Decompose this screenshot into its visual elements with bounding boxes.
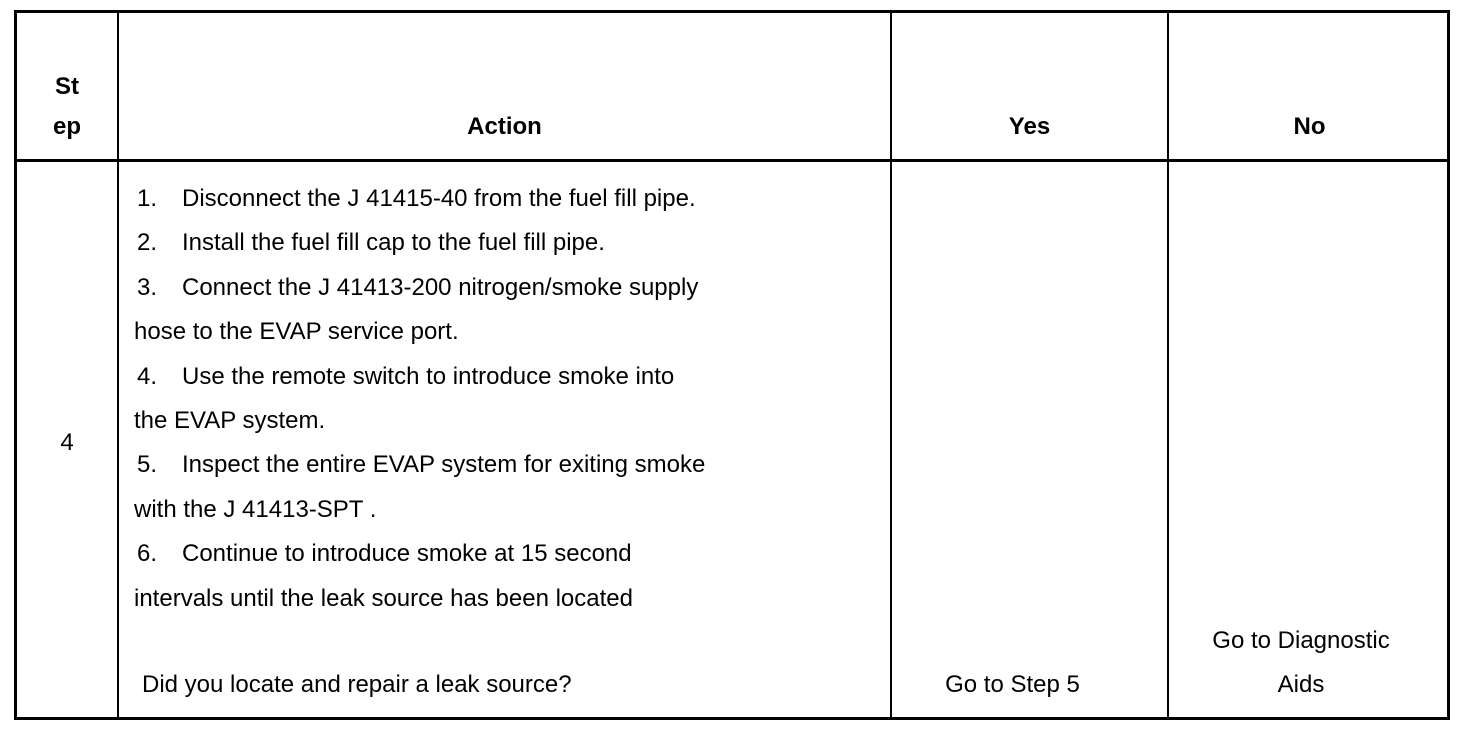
action-step-text: Disconnect the J 41415-40 from the fuel fill pipe. xyxy=(182,185,696,212)
action-step-number: 4. xyxy=(137,362,158,390)
header-action: Action xyxy=(467,113,542,140)
no-result-line1: Go to Diagnostic xyxy=(1212,627,1390,654)
yes-result: Go to Step 5 xyxy=(945,671,1080,698)
action-step-line xyxy=(134,577,705,621)
action-step-line xyxy=(134,532,705,576)
header-step-line2: ep xyxy=(52,113,81,140)
header-yes: Yes xyxy=(1008,113,1051,140)
action-step-text: the EVAP system. xyxy=(134,407,326,435)
action-step-number: 1. xyxy=(137,185,158,212)
action-step-text: Inspect the entire EVAP system for exiting smoke xyxy=(182,451,706,479)
action-step-number: 6. xyxy=(137,540,158,568)
action-step-line xyxy=(134,177,705,221)
action-step-line xyxy=(134,443,705,487)
action-step-text: hose to the EVAP service port. xyxy=(134,318,459,346)
header-step-line1: St xyxy=(55,73,79,100)
action-step-text: Continue to introduce smoke at 15 second xyxy=(182,540,632,568)
header-step xyxy=(17,67,117,147)
action-step-line xyxy=(134,266,705,310)
step-number: 4 xyxy=(60,429,74,456)
action-step-number: 2. xyxy=(137,229,158,257)
action-step-line xyxy=(134,488,705,532)
action-step-number: 5. xyxy=(137,451,158,479)
action-step-text: with the J 41413-SPT . xyxy=(134,495,377,523)
header-no: No xyxy=(1293,113,1326,140)
action-step-line xyxy=(134,399,705,443)
action-step-text: Install the fuel fill cap to the fuel fill pipe. xyxy=(182,229,605,257)
no-result xyxy=(1169,619,1433,708)
action-step-text: Use the remote switch to introduce smoke into xyxy=(182,362,675,390)
action-step-line xyxy=(134,310,705,354)
action-question: Did you locate and repair a leak source? xyxy=(142,671,572,698)
action-step-line xyxy=(134,221,705,265)
no-result-line2: Aids xyxy=(1277,671,1325,699)
header-divider xyxy=(17,159,1447,162)
action-step-text: Connect the J 41413-200 nitrogen/smoke supply xyxy=(182,273,699,301)
action-step-text: intervals until the leak source has been located xyxy=(134,584,633,612)
action-step-line xyxy=(134,355,705,399)
diagnostic-table xyxy=(14,10,1450,720)
action-step-number: 3. xyxy=(137,273,158,301)
action-steps xyxy=(134,177,705,621)
